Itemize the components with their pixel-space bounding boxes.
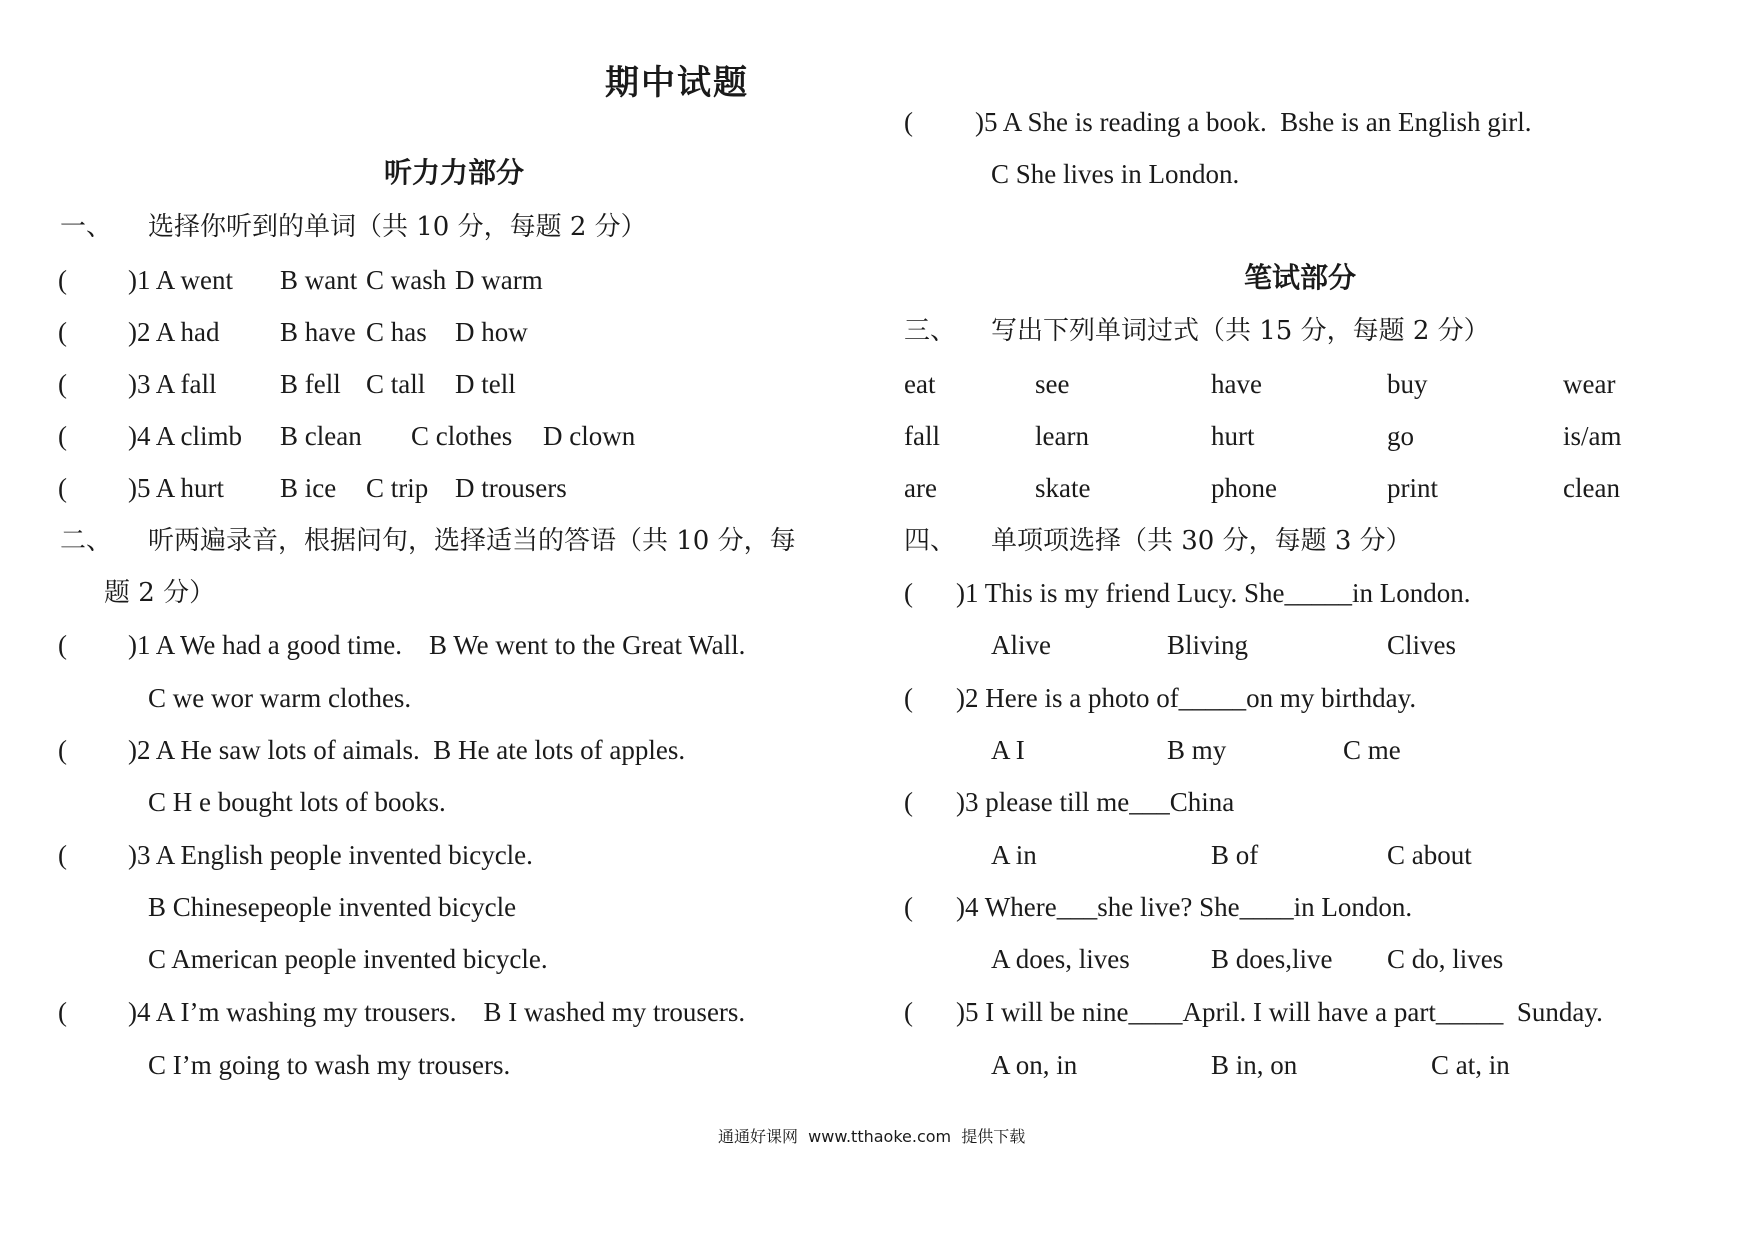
answer-paren[interactable]: ( <box>904 787 913 817</box>
answer-paren[interactable]: ( <box>58 421 67 451</box>
question-line: C we wor warm clothes. <box>148 683 412 713</box>
option-a: A on, in <box>991 1050 1078 1080</box>
listening-heading: 听力力部分 <box>384 156 525 189</box>
answer-paren[interactable]: ( <box>58 840 67 870</box>
option-a: A in <box>991 840 1037 870</box>
option-b: B in, on <box>1211 1050 1298 1080</box>
part4-instruction: 单项项选择（共 30 分，每题 3 分） <box>991 526 1412 556</box>
word-cell: eat <box>904 369 936 399</box>
answer-paren[interactable]: ( <box>58 265 67 295</box>
option-c: C at, in <box>1431 1050 1510 1080</box>
question-stem: )5 A hurt <box>128 473 225 503</box>
word-cell: is/am <box>1563 421 1622 451</box>
question-stem: )1 This is my friend Lucy. She_____in London. <box>956 578 1471 608</box>
option-d: D trousers <box>455 473 567 503</box>
part1-number: 一、 <box>60 212 113 242</box>
question-stem: )2 Here is a photo of_____on my birthday. <box>956 683 1417 713</box>
answer-paren[interactable]: ( <box>58 630 67 660</box>
footer-text: 通通好课网 www.tthaoke.com 提供下载 <box>718 1127 1026 1146</box>
option-b: Bliving <box>1167 630 1249 660</box>
word-cell: are <box>904 473 937 503</box>
option-a: A does, lives <box>991 944 1130 974</box>
answer-paren[interactable]: ( <box>58 997 67 1027</box>
question-line: B Chinesepeople invented bicycle <box>148 892 517 922</box>
answer-paren[interactable]: ( <box>58 369 67 399</box>
word-cell: go <box>1387 421 1414 451</box>
question-line: )4 A I’m washing my trousers. B I washed my trousers. <box>128 997 746 1027</box>
writing-heading: 笔试部分 <box>1244 261 1357 294</box>
answer-paren[interactable]: ( <box>904 997 913 1027</box>
option-c: C about <box>1387 840 1472 870</box>
option-b: B does,live <box>1211 944 1333 974</box>
option-d: D how <box>455 317 528 347</box>
question-line: )5 A She is reading a book. Bshe is an English girl. <box>975 107 1532 137</box>
part2-number: 二、 <box>60 526 113 556</box>
option-a: A I <box>991 735 1025 765</box>
word-cell: clean <box>1563 473 1620 503</box>
option-c: C has <box>366 317 427 347</box>
option-c: C do, lives <box>1387 944 1504 974</box>
word-cell: learn <box>1035 421 1089 451</box>
option-c: C clothes <box>411 421 513 451</box>
option-a: Alive <box>991 630 1051 660</box>
question-line: C I’m going to wash my trousers. <box>148 1050 511 1080</box>
part1-instruction: 选择你听到的单词（共 10 分，每题 2 分） <box>148 212 647 242</box>
answer-paren[interactable]: ( <box>904 892 913 922</box>
question-stem: )4 Where___she live? She____in London. <box>956 892 1413 922</box>
option-d: D tell <box>455 369 516 399</box>
word-cell: buy <box>1387 369 1428 399</box>
option-d: D clown <box>543 421 636 451</box>
question-stem: )2 A had <box>128 317 220 347</box>
answer-paren[interactable]: ( <box>904 107 913 137</box>
question-stem: )3 please till me___China <box>956 787 1235 817</box>
option-b: B of <box>1211 840 1259 870</box>
part4-number: 四、 <box>904 526 957 556</box>
answer-paren[interactable]: ( <box>904 578 913 608</box>
answer-paren[interactable]: ( <box>904 683 913 713</box>
question-line: )1 A We had a good time. B We went to the Great Wall. <box>128 630 746 660</box>
word-cell: print <box>1387 473 1438 503</box>
part3-instruction: 写出下列单词过式（共 15 分，每题 2 分） <box>991 316 1490 346</box>
answer-paren[interactable]: ( <box>58 735 67 765</box>
word-cell: have <box>1211 369 1262 399</box>
answer-paren[interactable]: ( <box>58 473 67 503</box>
question-stem: )5 I will be nine____April. I will have a part_____ Sunday. <box>956 997 1603 1027</box>
option-c: C tall <box>366 369 426 399</box>
answer-paren[interactable]: ( <box>58 317 67 347</box>
option-c: C trip <box>366 473 429 503</box>
question-stem: )4 A climb <box>128 421 242 451</box>
question-line: C American people invented bicycle. <box>148 944 548 974</box>
part3-number: 三、 <box>904 316 957 346</box>
option-c: Clives <box>1387 630 1457 660</box>
option-b: B want <box>280 265 358 295</box>
word-cell: phone <box>1211 473 1277 503</box>
word-cell: wear <box>1563 369 1616 399</box>
part2-instruction-cont: 题 2 分） <box>104 578 216 608</box>
option-c: C me <box>1343 735 1401 765</box>
word-cell: fall <box>904 421 940 451</box>
word-cell: skate <box>1035 473 1091 503</box>
question-line: )2 A He saw lots of aimals. B He ate lots of apples. <box>128 735 686 765</box>
word-cell: see <box>1035 369 1070 399</box>
option-b: B my <box>1167 735 1227 765</box>
page-title: 期中试题 <box>605 63 749 103</box>
option-b: B fell <box>280 369 341 399</box>
question-line: C H e bought lots of books. <box>148 787 446 817</box>
word-cell: hurt <box>1211 421 1255 451</box>
option-b: B clean <box>280 421 362 451</box>
question-stem: )3 A fall <box>128 369 217 399</box>
option-d: D warm <box>455 265 543 295</box>
question-stem: )1 A went <box>128 265 233 295</box>
question-line: C She lives in London. <box>991 159 1240 189</box>
option-b: B have <box>280 317 356 347</box>
option-c: C wash <box>366 265 447 295</box>
question-line: )3 A English people invented bicycle. <box>128 840 533 870</box>
option-b: B ice <box>280 473 337 503</box>
part2-instruction: 听两遍录音，根据问句，选择适当的答语（共 10 分，每 <box>148 526 796 556</box>
